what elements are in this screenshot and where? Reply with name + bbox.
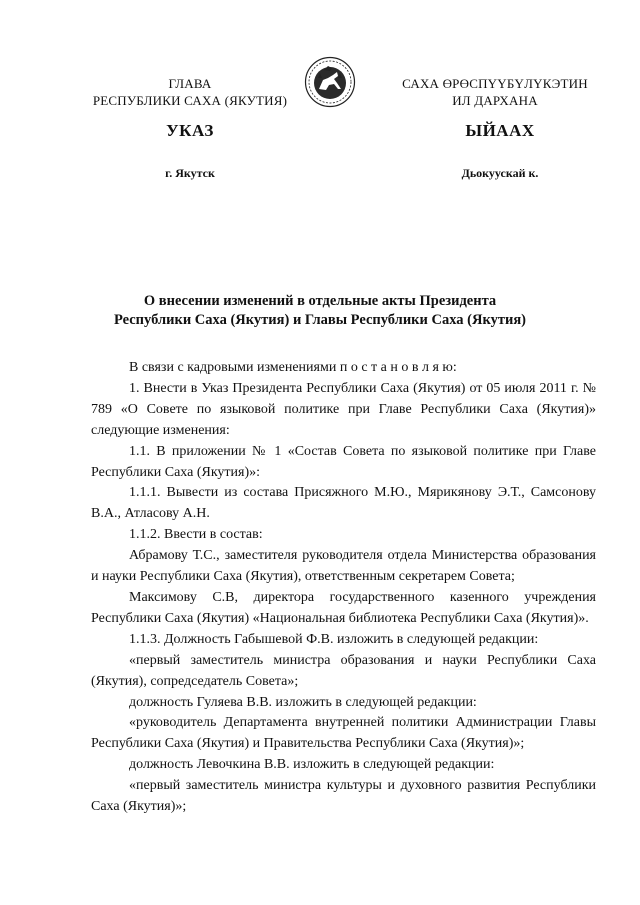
paragraph: должность Левочкина В.В. изложить в следующей редакции: — [129, 757, 495, 773]
paragraph: 1.1. В приложении № 1 «Состав Совета по языковой политике при Главе Республики Саха (Якутия)»: — [91, 443, 596, 480]
paragraph: должность Гуляева В.В. изложить в следующей редакции: — [129, 694, 477, 710]
paragraph: В связи с кадровыми изменениями п о с т а н о в л я ю: — [129, 360, 457, 375]
coat-of-arms-emblem — [304, 56, 356, 108]
paragraph: «первый заместитель министра культуры и духовного развития Республики Саха (Якутия)»; — [91, 778, 596, 815]
header-right-line1: САХА ӨРӨСПҮҮБҮЛҮКЭТИН — [402, 76, 588, 91]
paragraph: «руководитель Департамента внутренней политики Администрации Главы Республики Саха (Якутия) и Правительства Республики Саха (Якутия)»; — [91, 715, 596, 752]
doc-type-right: ЫЙААХ — [465, 121, 535, 140]
header-right-line2: ИЛ ДАРХАНА — [452, 93, 538, 108]
paragraph: 1.1.2. Ввести в состав: — [129, 527, 263, 543]
header-left-line1: ГЛАВА — [168, 76, 212, 91]
paragraph: 1.1.3. Должность Габышевой Ф.В. изложить в следующей редакции: — [129, 631, 539, 647]
title-line1: О внесении изменений в отдельные акты Президента — [143, 293, 497, 309]
paragraph: Абрамову Т.С., заместителя руководителя отдела Министерства образования и науки Республики Саха (Якутия), ответственным секретарем Совета; — [91, 548, 596, 585]
paragraph: 1. Внести в Указ Президента Республики Саха (Якутия) от 05 июля 2011 г. № 789 «О Совете по языковой политике при Главе Республики Саха (Якутия)» следующие изменения: — [91, 380, 596, 438]
title-line2: Республики Саха (Якутия) и Главы Республики Саха (Якутия) — [113, 312, 527, 328]
header-left — [75, 75, 305, 109]
paragraph: «первый заместитель министра образования и науки Республики Саха (Якутия), сопредседатель Совета»; — [91, 652, 596, 689]
header-left-line2: РЕСПУБЛИКИ САХА (ЯКУТИЯ) — [92, 93, 288, 108]
place-left: г. Якутск — [165, 166, 215, 180]
paragraph: 1.1.1. Вывести из состава Присяжного М.Ю., Мярикянову Э.Т., Самсонову В.А., Атласову А.Н. — [91, 485, 596, 522]
paragraph: Максимову С.В, директора государственного казенного учреждения Республики Саха (Якутия) «Национальная библиотека Республики Саха (Якутия)». — [91, 589, 596, 626]
document-body — [91, 358, 596, 818]
place-right: Дьокуускай к. — [461, 166, 539, 180]
header-right — [380, 75, 610, 109]
document-title — [60, 292, 580, 330]
doc-type-left: УКАЗ — [166, 121, 214, 140]
